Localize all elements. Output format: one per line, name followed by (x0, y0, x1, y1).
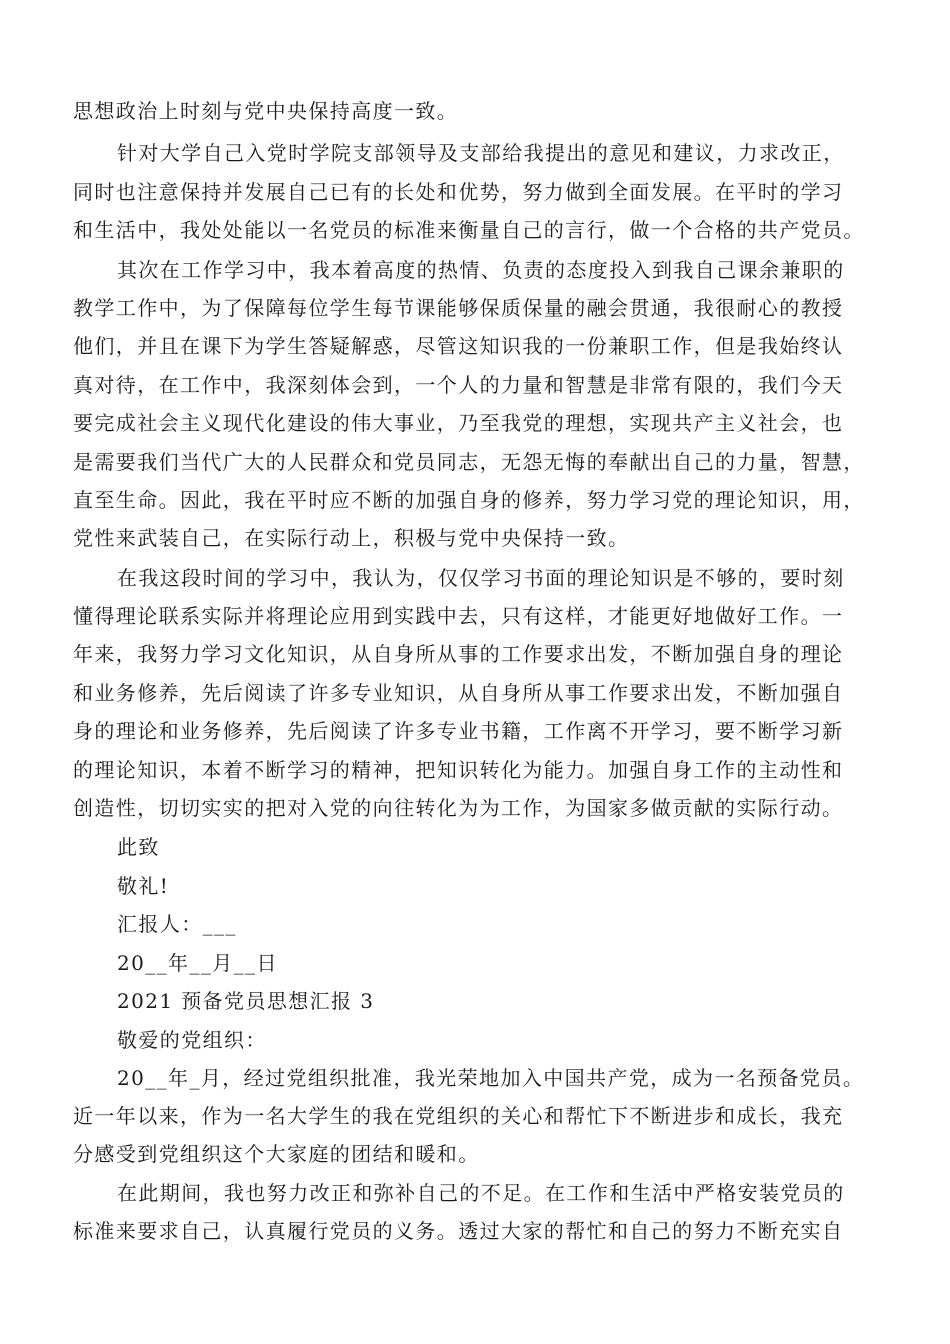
text-line: 懂得理论联系实际并将理论应用到实践中去，只有这样，才能更好地做好工作。一 (73, 604, 844, 628)
text-line: 的理论知识，本着不断学习的精神，把知识转化为能力。加强自身工作的主动性和 (73, 758, 844, 782)
text-line: 真对待，在工作中，我深刻体会到，一个人的力量和智慧是非常有限的，我们今天 (73, 373, 844, 397)
text-line: 标准来要求自己，认真履行党员的义务。透过大家的帮忙和自己的努力不断充实自 (73, 1219, 844, 1243)
text-line: 创造性，切切实实的把对入党的向往转化为为工作，为国家多做贡献的实际行动。 (73, 796, 844, 820)
closing-line: 此致 (117, 835, 160, 859)
text-line: 其次在工作学习中，我本着高度的热情、负责的态度投入到我自己课余兼职的 (117, 258, 845, 282)
text-line: 直至生命。因此，我在平时应不断的加强自身的修养，努力学习党的理论知识，用， (73, 488, 865, 512)
text-line: 分感受到党组织这个大家庭的团结和暖和。 (73, 1142, 480, 1166)
text-line: 同时也注意保持并发展自己已有的长处和优势，努力做到全面发展。在平时的学习 (73, 180, 844, 204)
text-line: 针对大学自己入党时学院支部领导及支部给我提出的意见和建议，力求改正， (117, 141, 845, 165)
salutation-line: 敬礼! (117, 874, 170, 898)
greeting-line: 敬爱的党组织： (117, 1028, 267, 1052)
text-line: 教学工作中，为了保障每位学生每节课能够保质保量的融会贯通，我很耐心的教授 (73, 296, 844, 320)
text-line: 和业务修养，先后阅读了许多专业知识，从自身所从事工作要求出发，不断加强自 (73, 681, 844, 705)
text-line: 在此期间，我也努力改正和弥补自己的不足。在工作和生活中严格安装党员的 (117, 1181, 845, 1205)
text-line: 党性来武装自己，在实际行动上，积极与党中央保持一致。 (73, 526, 630, 550)
text-line: 近一年以来，作为一名大学生的我在党组织的关心和帮忙下不断进步和成长，我充 (73, 1104, 844, 1128)
text-line: 20__年_月，经过党组织批准，我光荣地加入中国共产党，成为一名预备党员。 (117, 1066, 865, 1090)
text-line: 和生活中，我处处能以一名党员的标准来衡量自己的言行，做一个合格的共产党员。 (73, 218, 865, 242)
date-line: 20__年__月__日 (117, 951, 278, 975)
text-line: 是需要我们当代广大的人民群众和党员同志，无怨无悔的奉献出自己的力量，智慧， (73, 450, 865, 474)
section-heading: 2021 预备党员思想汇报 3 (117, 989, 375, 1013)
text-line: 身的理论和业务修养，先后阅读了许多专业书籍，工作离不开学习，要不断学习新 (73, 719, 844, 743)
text-line: 他们，并且在课下为学生答疑解惑，尽管这知识我的一份兼职工作，但是我始终认 (73, 334, 844, 358)
reporter-line: 汇报人：___ (117, 912, 237, 936)
text-line: 思想政治上时刻与党中央保持高度一致。 (73, 99, 459, 123)
text-line: 年来，我努力学习文化知识，从自身所从事的工作要求出发，不断加强自身的理论 (73, 642, 844, 666)
text-line: 要完成社会主义现代化建设的伟大事业，乃至我党的理想，实现共产主义社会，也 (73, 411, 844, 435)
text-line: 在我这段时间的学习中，我认为，仅仅学习书面的理论知识是不够的，要时刻 (117, 566, 845, 590)
